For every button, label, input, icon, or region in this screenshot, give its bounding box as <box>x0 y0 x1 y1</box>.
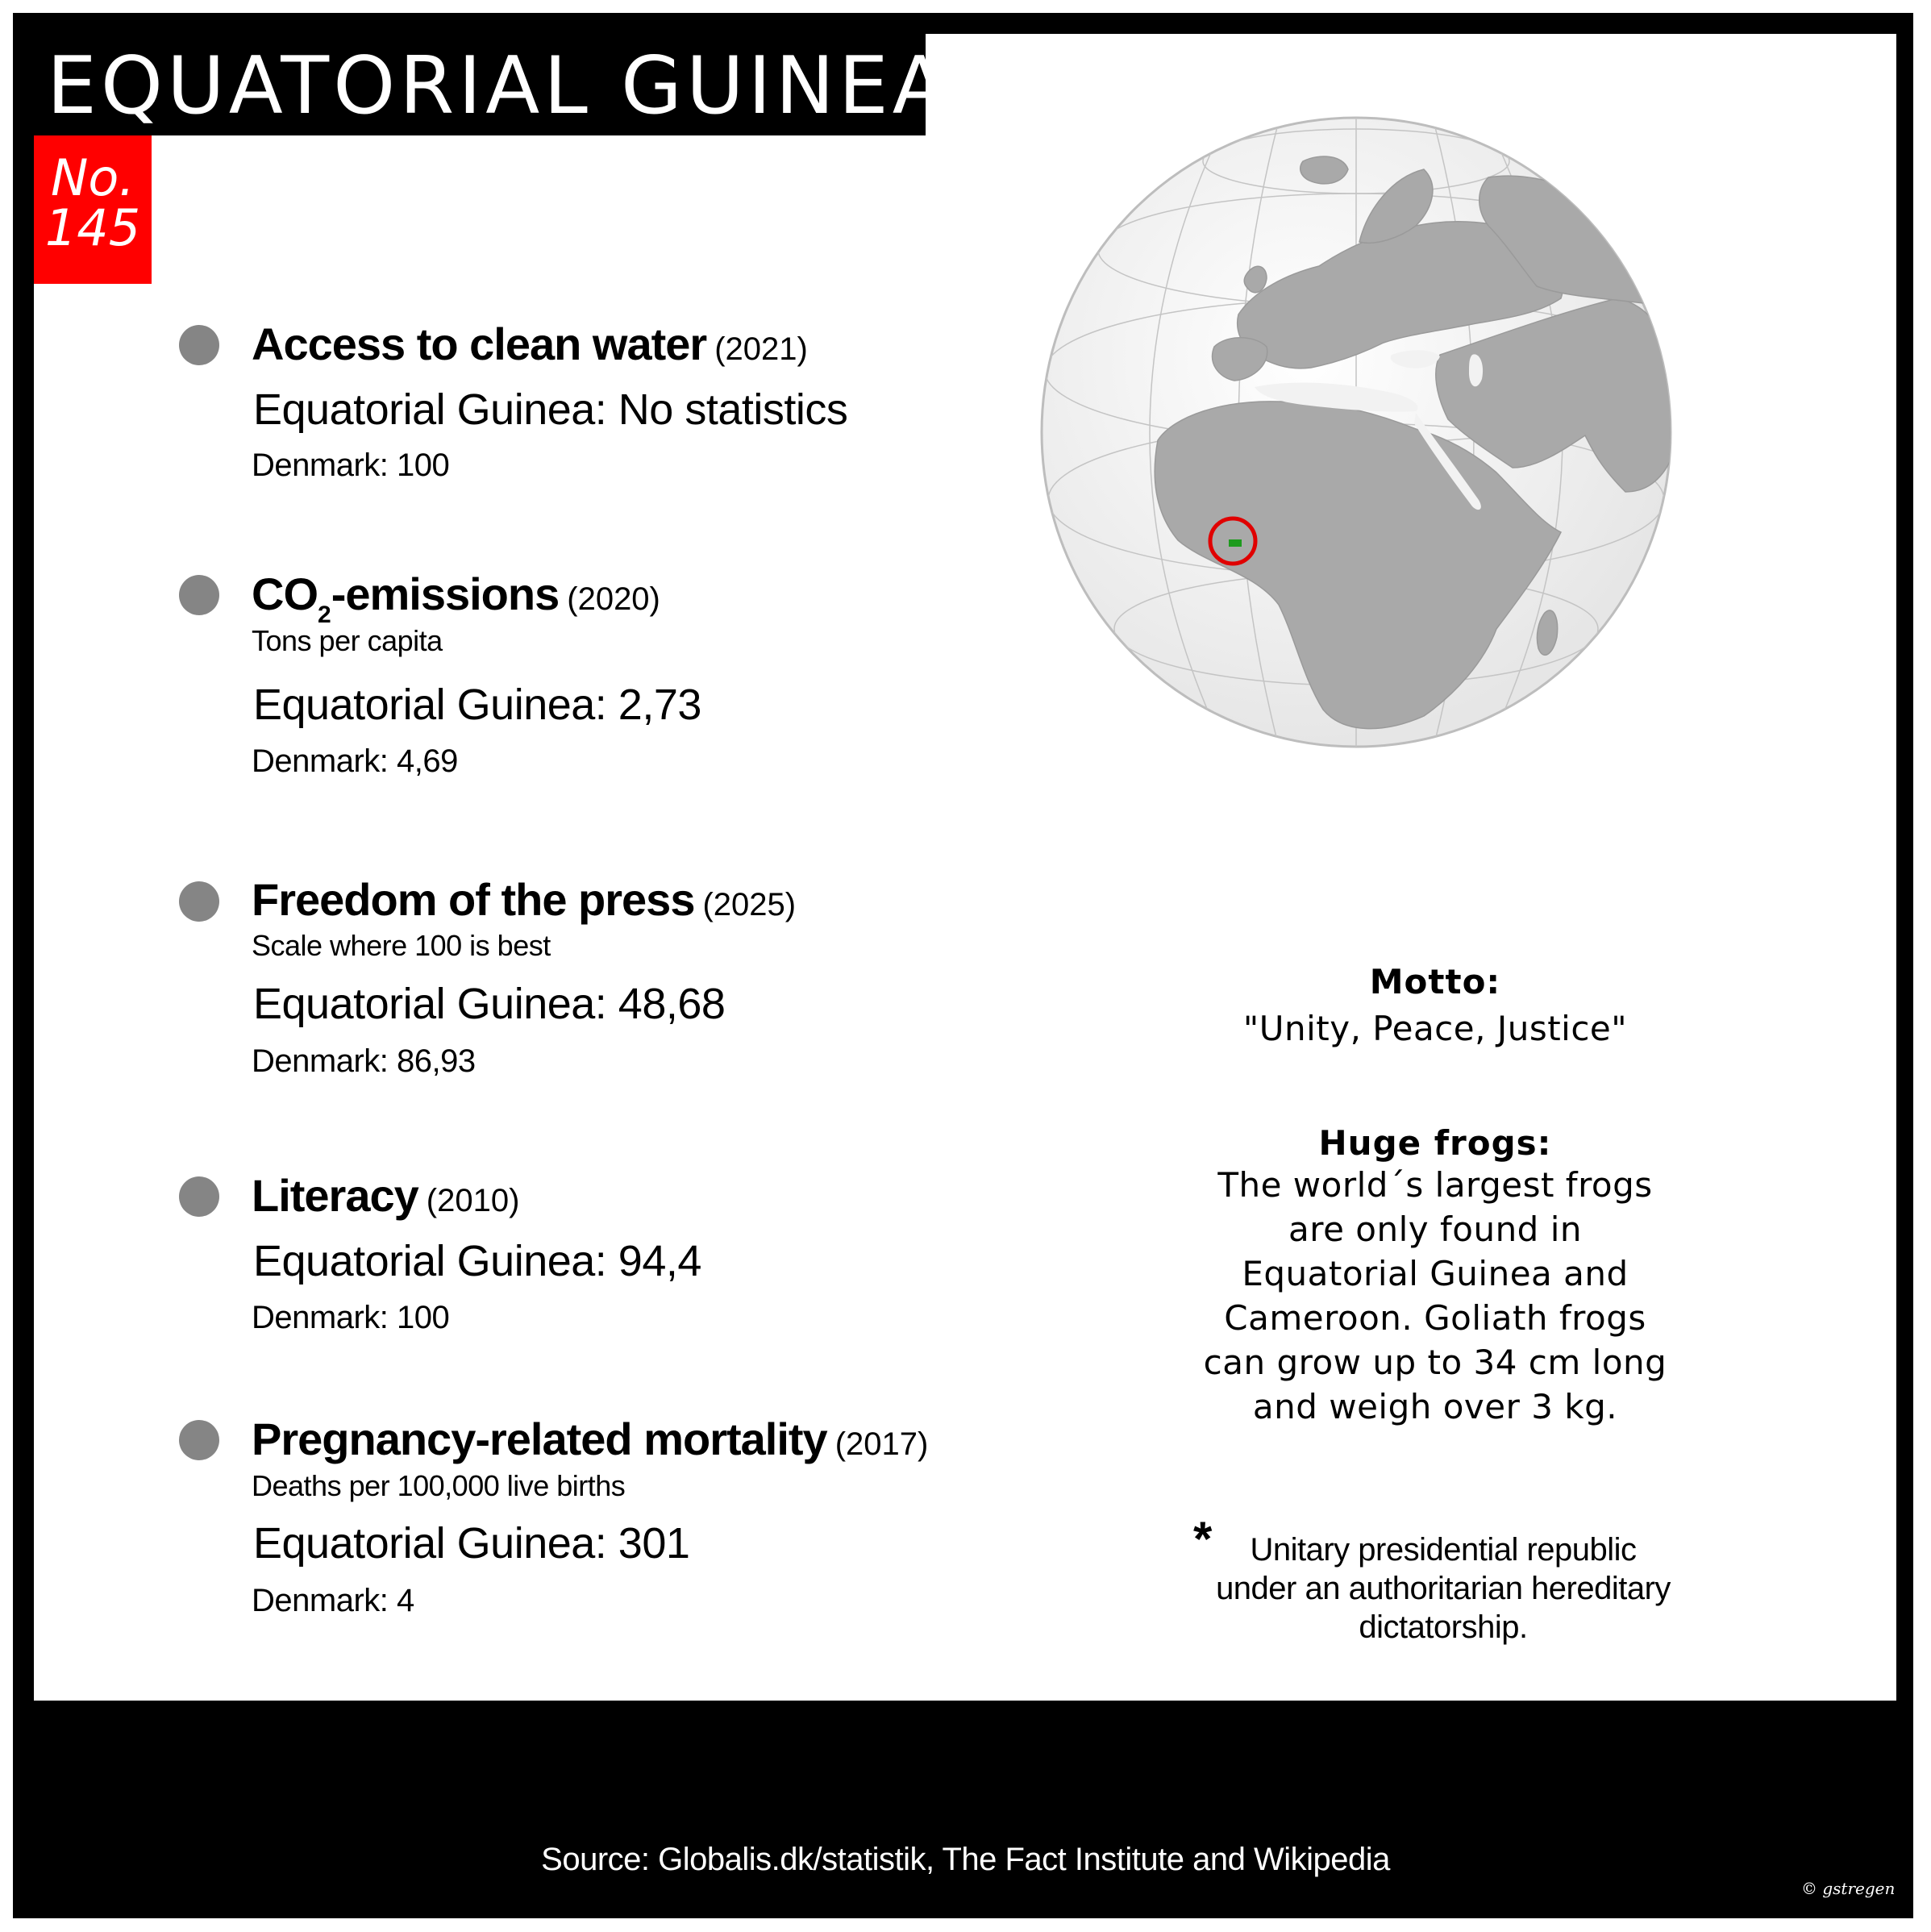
bullet-icon <box>179 1176 219 1217</box>
indicator-title <box>252 568 660 629</box>
equatorial-guinea-highlight <box>1229 539 1242 547</box>
fact-line: and weigh over 3 kg. <box>1252 1387 1618 1426</box>
indicator-year: (2020) <box>567 581 660 617</box>
country-value: Equatorial Guinea: No statistics <box>253 385 848 434</box>
globe-svg <box>1037 113 1675 752</box>
indicator-title-text: Access to clean water <box>252 319 707 369</box>
denmark-value: Denmark: 100 <box>252 448 450 483</box>
country-value: Equatorial Guinea: 2,73 <box>253 681 701 729</box>
title-bar <box>13 13 951 135</box>
government-line: Unitary presidential republic <box>1250 1532 1637 1568</box>
page-title: EQUATORIAL GUINEA <box>47 40 951 132</box>
source-credit: Source: Globalis.dk/statistik, The Fact Institute and Wikipedia <box>541 1842 1390 1877</box>
fact-line: can grow up to 34 cm long <box>1203 1343 1667 1382</box>
rank-label: No. <box>50 148 135 207</box>
government-note <box>1209 1530 1677 1647</box>
fact-line: Cameroon. Goliath frogs <box>1224 1298 1646 1338</box>
indicator-year: (2021) <box>714 331 808 367</box>
country-value: Equatorial Guinea: 94,4 <box>253 1237 701 1285</box>
denmark-value: Denmark: 4,69 <box>252 743 458 779</box>
motto-text: "Unity, Peace, Justice" <box>1242 1009 1628 1048</box>
denmark-value: Denmark: 100 <box>252 1300 450 1335</box>
government-line: under an authoritarian hereditary <box>1216 1571 1671 1606</box>
denmark-value: Denmark: 86,93 <box>252 1043 476 1079</box>
indicator-year: (2025) <box>702 887 797 922</box>
indicator-title-suffix: -emissions <box>331 568 560 619</box>
bullet-icon <box>179 1420 219 1460</box>
bullet-icon <box>179 881 219 922</box>
artist-signature: © gstregen <box>1801 1879 1896 1898</box>
bullet-icon <box>179 575 219 615</box>
indicator-title <box>252 873 796 926</box>
fact-line: Equatorial Guinea and <box>1242 1254 1629 1293</box>
motto-heading: Motto: <box>1369 962 1501 1001</box>
locator-globe-map <box>1037 113 1675 752</box>
asterisk-marker: * <box>1193 1512 1213 1566</box>
indicator-unit: Scale where 100 is best <box>252 929 551 962</box>
indicator-title-prefix: CO <box>252 568 318 619</box>
indicator-title-text: Pregnancy-related mortality <box>252 1414 827 1464</box>
indicator-title-subscript: 2 <box>318 602 331 628</box>
fact-block <box>1169 1123 1701 1429</box>
fact-line: The world´s largest frogs <box>1217 1165 1653 1205</box>
country-value: Equatorial Guinea: 48,68 <box>253 980 726 1028</box>
indicator-title-text: Freedom of the press <box>252 874 695 925</box>
government-line: dictatorship. <box>1359 1609 1528 1645</box>
denmark-value: Denmark: 4 <box>252 1583 414 1618</box>
motto-block <box>1169 962 1701 1051</box>
indicator-unit: Deaths per 100,000 live births <box>252 1469 626 1502</box>
fact-line: are only found in <box>1288 1210 1582 1249</box>
indicator-title-text: Literacy <box>252 1170 418 1221</box>
indicator-year: (2010) <box>426 1183 520 1218</box>
country-value: Equatorial Guinea: 301 <box>253 1519 690 1568</box>
rank-number: 145 <box>44 198 141 257</box>
fact-heading: Huge frogs: <box>1318 1123 1552 1163</box>
bullet-icon <box>179 325 219 365</box>
rank-badge <box>34 135 152 284</box>
indicator-title <box>252 1169 519 1222</box>
indicator-unit: Tons per capita <box>252 624 443 657</box>
indicator-title <box>252 318 808 370</box>
indicator-title <box>252 1413 928 1465</box>
indicator-year: (2017) <box>834 1426 929 1462</box>
